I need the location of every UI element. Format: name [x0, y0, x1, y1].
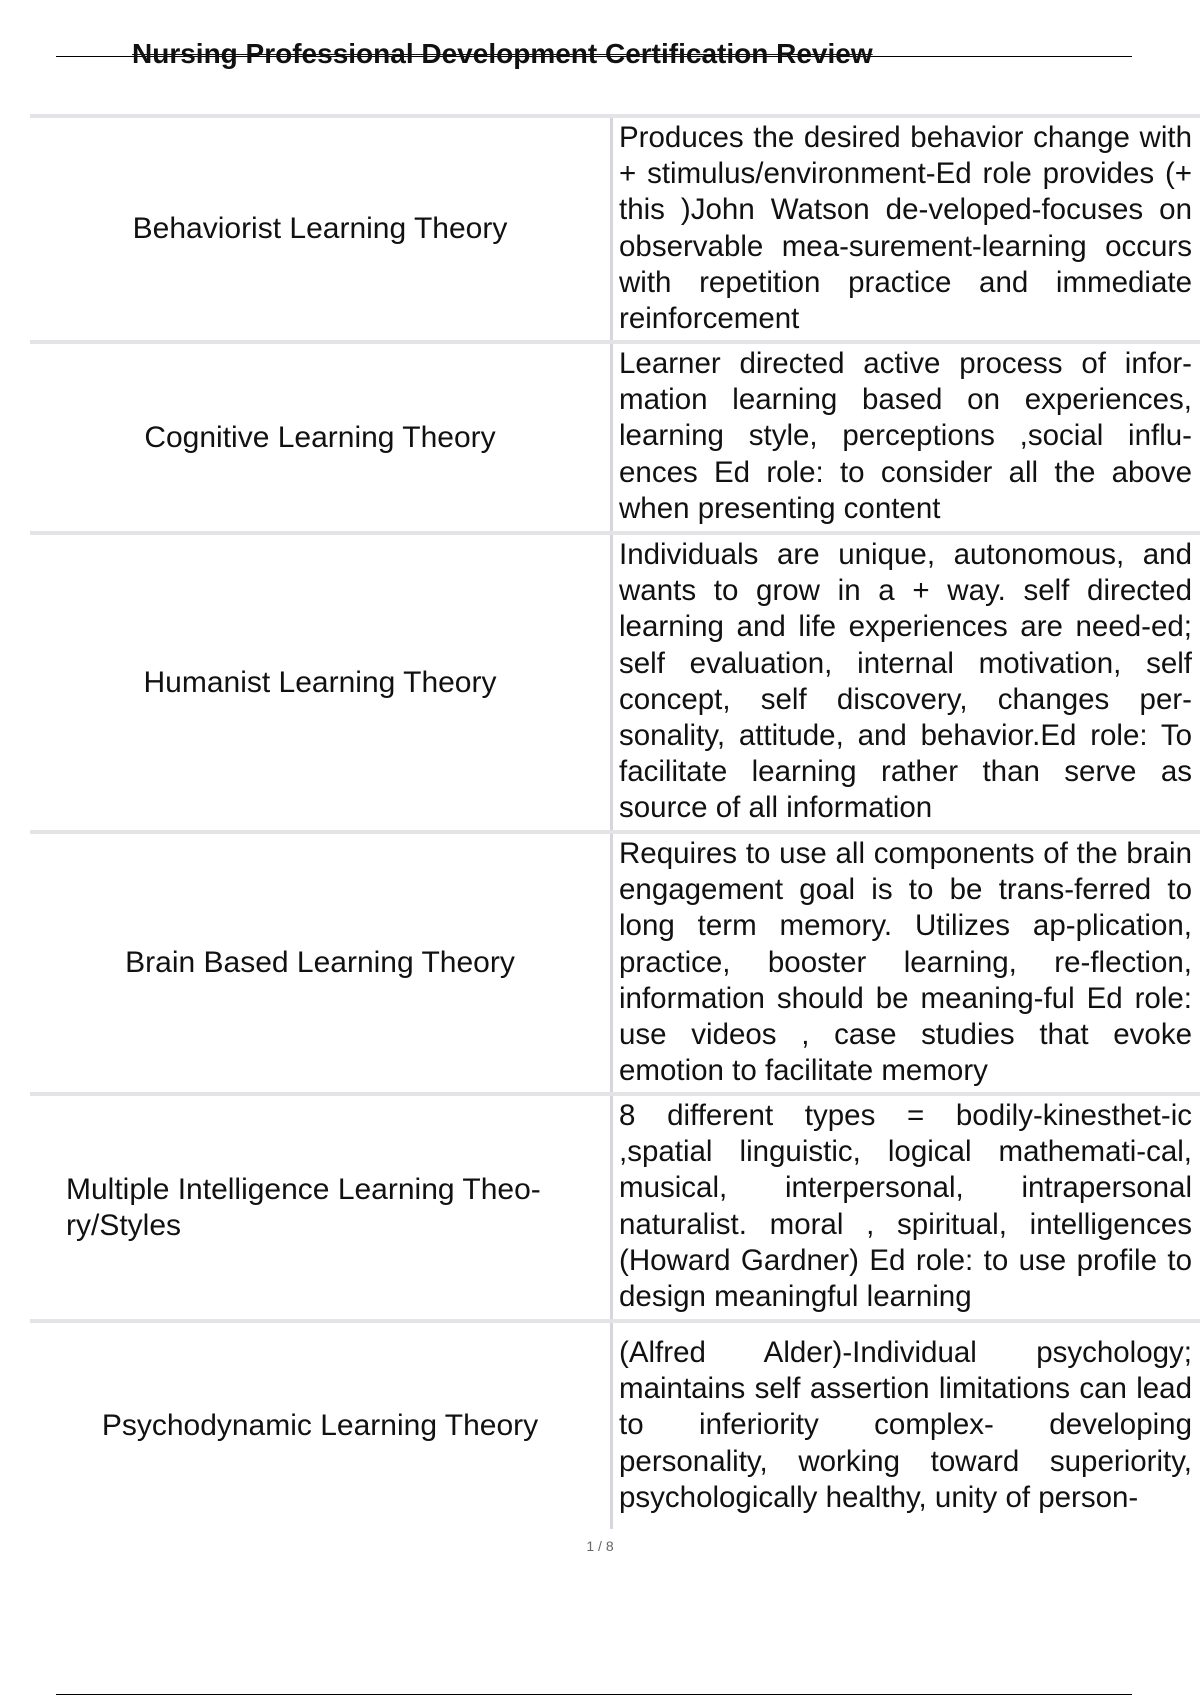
flashcard-row [30, 1319, 1200, 1529]
term-cell [30, 1096, 610, 1319]
page-number: 1 / 8 [586, 1538, 614, 1554]
definition-text: (Alfred Alder)-Individual psychology; maintains self assertion limitations can lead to inferiority complex- developing personality, working toward superiority, psychologically healthy, unity of person- [610, 1323, 1200, 1529]
page-title: Nursing Professional Development Certification Review [132, 38, 873, 69]
term-cell [30, 834, 610, 1092]
term-cell [30, 118, 610, 340]
term-cell [30, 535, 610, 830]
term-text: Cognitive Learning Theory [144, 420, 496, 454]
term-text: Behaviorist Learning Theory [132, 212, 508, 245]
term-text: Humanist Learning Theory [143, 665, 497, 699]
term-cell [30, 344, 610, 531]
flashcard-row [30, 830, 1200, 1092]
footer-rule [56, 1694, 1132, 1695]
flashcard-row [30, 340, 1200, 531]
definition-text: Produces the desired behavior change with + stimulus/environment-Ed role provides (+ this )John Watson de-veloped-focuses on observable mea-surement-learning occurs with repetition practice and immediate reinforcement [610, 118, 1200, 340]
definition-text: Learner directed active process of infor-mation learning based on experiences, learning style, perceptions ,social influ-ences Ed role: to consider all the above when presenting content [610, 344, 1200, 531]
term-cell [30, 1323, 610, 1529]
page-header [56, 30, 1132, 78]
flashcard-table [30, 114, 1200, 1529]
flashcard-row [30, 531, 1200, 830]
definition-text: Requires to use all components of the brain engagement goal is to be trans-ferred to long term memory. Utilizes ap-plication, practice, booster learning, re-flection, information should be meaning-ful Ed role: use videos , case studies that evoke emotion to facilitate memory [610, 834, 1200, 1092]
definition-text: Individuals are unique, autonomous, and wants to grow in a + way. self directed learning and life experiences are need-ed; self evaluation, internal motivation, self concept, self discovery, changes per-sonality, attitude, and behavior.Ed role: To facilitate learning rather than serve as source of all information [610, 535, 1200, 830]
flashcard-row [30, 114, 1200, 340]
flashcard-row [30, 1092, 1200, 1319]
term-text: Multiple Intelligence Learning Theo-ry/Styles [66, 1172, 541, 1242]
term-text: Psychodynamic Learning Theory [101, 1409, 539, 1442]
term-text: Brain Based Learning Theory [125, 946, 515, 979]
definition-text: 8 different types = bodily-kinesthet-ic ,spatial linguistic, logical mathemati-cal, musical, interpersonal, intrapersonal naturalist. moral , spiritual, intelligences (Howard Gardner) Ed role: to use profile to design meaningful learning [610, 1096, 1200, 1319]
